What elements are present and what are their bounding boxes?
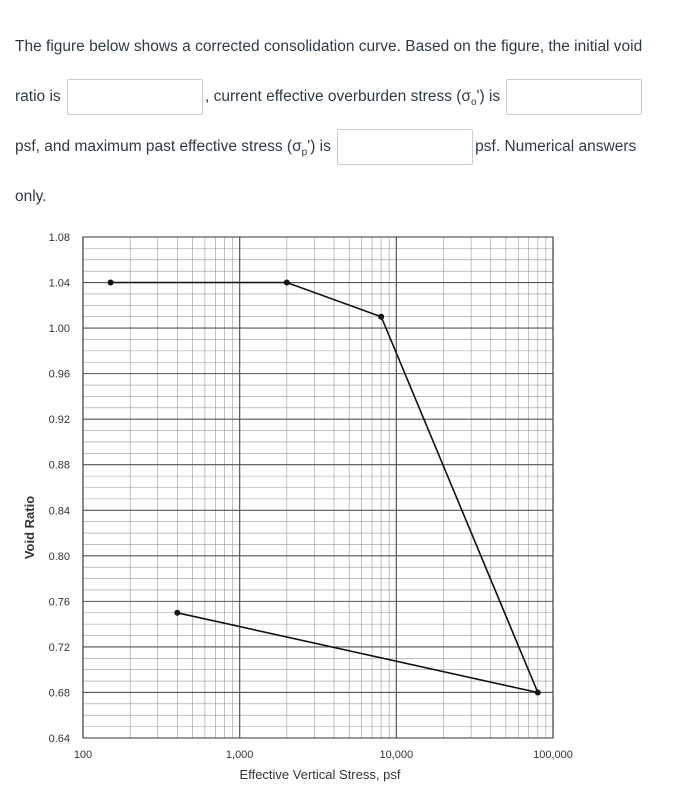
y-tick-label: 0.72 bbox=[48, 641, 70, 654]
y-tick-label: 0.88 bbox=[48, 459, 70, 472]
max-past-stress-input[interactable] bbox=[337, 129, 473, 165]
curve-point-3 bbox=[378, 314, 384, 320]
consolidation-chart-svg bbox=[0, 220, 677, 801]
curve-point-1 bbox=[108, 280, 114, 286]
y-tick-labels bbox=[49, 232, 70, 745]
curve-point-5 bbox=[174, 610, 180, 616]
y-tick-label: 0.92 bbox=[48, 414, 70, 427]
y-tick-label: 0.68 bbox=[48, 687, 70, 700]
question-part-3-end: ') is bbox=[307, 138, 336, 155]
x-tick-label: 100,000 bbox=[533, 749, 573, 761]
question-text bbox=[15, 22, 665, 222]
y-tick-label: 1.08 bbox=[48, 232, 70, 244]
curve-point-4 bbox=[535, 689, 541, 695]
grid-minor bbox=[83, 237, 553, 738]
question-part-1: The figure below shows a corrected consolidation curve. Based on the figure, the initial void ratio is bbox=[15, 38, 643, 105]
question-part-3: psf, and maximum past effective stress (σ bbox=[15, 138, 302, 155]
question-part-2-end: ') is bbox=[476, 88, 505, 105]
sigma-o-subscript: o bbox=[470, 97, 477, 109]
y-tick-label: 0.96 bbox=[48, 368, 70, 381]
question-part-4: psf. Numerical answers only. bbox=[15, 138, 637, 205]
initial-void-ratio-input[interactable] bbox=[67, 79, 203, 115]
y-tick-label: 1.00 bbox=[48, 323, 70, 336]
y-tick-label: 0.64 bbox=[48, 733, 70, 745]
curve-point-2 bbox=[284, 280, 290, 286]
y-tick-label: 0.80 bbox=[48, 550, 70, 563]
x-tick-label: 10,000 bbox=[379, 749, 414, 761]
x-tick-labels bbox=[74, 749, 573, 761]
y-tick-label: 1.04 bbox=[48, 277, 70, 290]
y-axis-title: Void Ratio bbox=[22, 495, 37, 560]
x-axis-title: Effective Vertical Stress, psf bbox=[239, 767, 401, 782]
question-part-2: , current effective overburden stress (σ bbox=[204, 88, 471, 105]
x-tick-label: 1,000 bbox=[225, 749, 254, 761]
y-tick-label: 0.76 bbox=[48, 596, 70, 609]
y-tick-label: 0.84 bbox=[48, 505, 70, 518]
x-tick-label: 100 bbox=[73, 749, 93, 761]
consolidation-chart bbox=[0, 220, 677, 801]
current-overburden-stress-input[interactable] bbox=[506, 79, 642, 115]
sigma-p-subscript: p bbox=[301, 147, 308, 159]
